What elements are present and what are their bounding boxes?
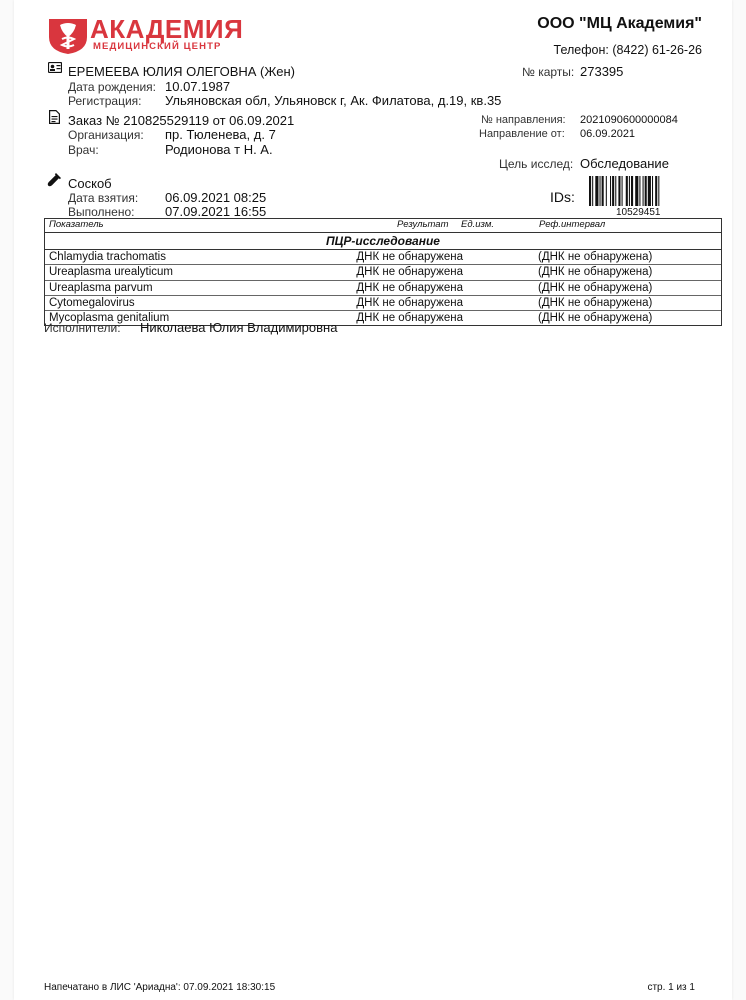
executors-name: Николаева Юлия Владимировна (140, 320, 338, 335)
purpose-value: Обследование (580, 156, 669, 171)
sample-type: Соскоб (68, 176, 112, 191)
medical-center-logo-icon (45, 15, 91, 55)
registration-value: Ульяновская обл, Ульяновск г, Ак. Филатова, д.19, кв.35 (165, 93, 502, 108)
row-indicator: Ureaplasma urealyticum (49, 266, 173, 279)
referral-from-label: Направление от: (479, 128, 565, 140)
id-card-icon (48, 62, 62, 73)
referral-number-label: № направления: (481, 114, 566, 126)
row-reference: (ДНК не обнаружена) (538, 296, 653, 309)
report-page (14, 0, 732, 1000)
table-row (45, 250, 721, 265)
card-number-label: № карты: (522, 65, 575, 79)
done-value: 07.09.2021 16:55 (165, 204, 267, 219)
table-row (45, 265, 721, 280)
test-tube-icon (47, 172, 62, 187)
row-indicator: Ureaplasma parvum (49, 281, 153, 294)
row-reference: (ДНК не обнаружена) (538, 266, 653, 279)
printed-info: Напечатано в ЛИС 'Ариадна': 07.09.2021 18:30:15 (44, 982, 276, 993)
row-result: ДНК не обнаружена (356, 266, 463, 279)
dob-label: Дата рождения: (68, 80, 156, 94)
table-row (45, 296, 721, 311)
table-body (45, 250, 721, 325)
table-header (45, 219, 721, 233)
dob-value: 10.07.1987 (165, 79, 231, 94)
table-row (45, 281, 721, 296)
header-reference: Реф.интервал (539, 219, 606, 230)
ids-label: IDs: (550, 189, 575, 205)
page-number: стр. 1 из 1 (647, 982, 695, 993)
row-result: ДНК не обнаружена (356, 312, 463, 325)
organization-value: пр. Тюленева, д. 7 (165, 127, 276, 142)
barcode (589, 176, 685, 206)
document-icon (49, 110, 60, 124)
order-title: Заказ № 210825529119 от 06.09.2021 (68, 113, 295, 128)
referral-number: 2021090600000084 (580, 114, 678, 126)
logo-title: АКАДЕМИЯ (90, 14, 244, 44)
row-indicator: Mycoplasma genitalium (49, 312, 170, 325)
sample-taken-label: Дата взятия: (68, 191, 139, 205)
row-indicator: Cytomegalovirus (49, 296, 135, 309)
referral-from-value: 06.09.2021 (580, 128, 636, 140)
row-reference: (ДНК не обнаружена) (538, 281, 653, 294)
executors-label: Исполнители: (44, 321, 121, 335)
header-result: Результат (397, 219, 449, 230)
purpose-label: Цель исслед: (499, 157, 574, 171)
card-number: 273395 (580, 64, 624, 79)
sample-taken-value: 06.09.2021 08:25 (165, 190, 267, 205)
row-indicator: Chlamydia trachomatis (49, 251, 166, 263)
barcode-number: 10529451 (616, 207, 661, 218)
row-result: ДНК не обнаружена (356, 251, 463, 263)
header-indicator: Показатель (49, 219, 104, 230)
done-label: Выполнено: (68, 205, 135, 219)
organization-name: ООО "МЦ Академия" (537, 15, 702, 32)
logo-subtitle: МЕДИЦИНСКИЙ ЦЕНТР (93, 41, 222, 52)
patient-name: ЕРЕМЕЕВА ЮЛИЯ ОЛЕГОВНА (Жен) (68, 64, 295, 79)
row-reference: (ДНК не обнаружена) (538, 312, 653, 325)
row-result: ДНК не обнаружена (356, 281, 463, 294)
registration-label: Регистрация: (68, 94, 142, 108)
organization-label: Организация: (68, 128, 144, 142)
section-title: ПЦР-исследование (45, 233, 721, 250)
header-unit: Ед.изм. (461, 219, 494, 230)
organization-phone: Телефон: (8422) 61-26-26 (553, 43, 702, 57)
row-reference: (ДНК не обнаружена) (538, 251, 653, 263)
results-table (44, 218, 722, 326)
row-result: ДНК не обнаружена (356, 296, 463, 309)
doctor-value: Родионова т Н. А. (165, 142, 273, 157)
doctor-label: Врач: (68, 143, 99, 157)
